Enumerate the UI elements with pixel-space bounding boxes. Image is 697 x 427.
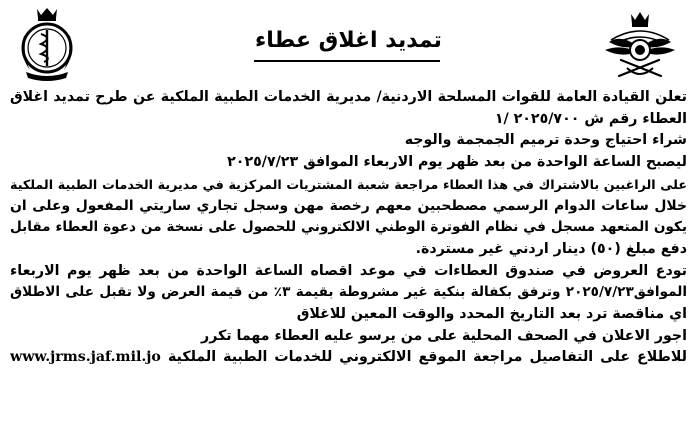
notice-title: تمديد اغلاق عطاء bbox=[255, 28, 442, 53]
notice-line-2: العطاء رقم ش ٢٠٢٥/٧٠٠ /١ bbox=[494, 110, 687, 127]
notice-line-8: دفع مبلغ (٥٠) دينار اردني غير مستردة. bbox=[415, 240, 687, 257]
title-underline bbox=[254, 60, 440, 62]
royal-medical-services-emblem-icon bbox=[8, 6, 86, 84]
notice-line-1: تعلن القيادة العامة للقوات المسلحة الاردنية/ مديرية الخدمات الطبية الملكية عن طرح تمديد اغلاق bbox=[10, 89, 687, 105]
notice-line-7: يكون المتعهد مسجل في نظام الفوترة الوطني الالكتروني للحصول على نسخة من دعوة العطاء مقابل bbox=[10, 219, 687, 236]
notice-line-6: خلال ساعات الدوام الرسمي مصطحبين معهم رخصة مهن وسجل تجاري ساريتي المفعول وعلى ان bbox=[10, 197, 687, 214]
notice-line-3: شراء احتياج وحدة ترميم الجمجمة والوجه bbox=[404, 132, 687, 149]
notice-body bbox=[10, 87, 687, 369]
notice-line-10: الموافق٢٠٢٥/٧/٢٣ وترفق بكفالة بنكية غير مشروطة بقيمة ٣٪ من قيمة العرض ولا تقبل على الاطلاق bbox=[10, 284, 687, 301]
details-text: للاطلاع على التفاصيل مراجعة الموقع الالكتروني للخدمات الطبية الملكية bbox=[167, 349, 687, 366]
army-emblem-icon bbox=[601, 6, 679, 84]
notice-line-12: اجور الاعلان في الصحف المحلية على من يرسو عليه العطاء مهما تكرر bbox=[201, 327, 687, 344]
notice-line-13 bbox=[10, 347, 687, 369]
notice-line-4: ليصبح الساعة الواحدة من بعد ظهر يوم الاربعاء الموافق ٢٠٢٥/٧/٢٣ bbox=[227, 154, 687, 171]
notice-line-9: تودع العروض في صندوق العطاءات في موعد اقصاه الساعة الواحدة من بعد ظهر يوم الاربعاء bbox=[10, 262, 687, 279]
website-link[interactable]: www.jrms.jaf.mil.jo bbox=[10, 349, 161, 366]
notice-line-11: اي مناقصة ترد بعد التاريخ المحدد والوقت المعين للاغلاق bbox=[296, 306, 687, 323]
notice-line-5: على الراغبين بالاشتراك في هذا العطاء مراجعة شعبة المشتريات المركزية في مديرية الخدمات الطبية الملكية bbox=[10, 176, 687, 192]
